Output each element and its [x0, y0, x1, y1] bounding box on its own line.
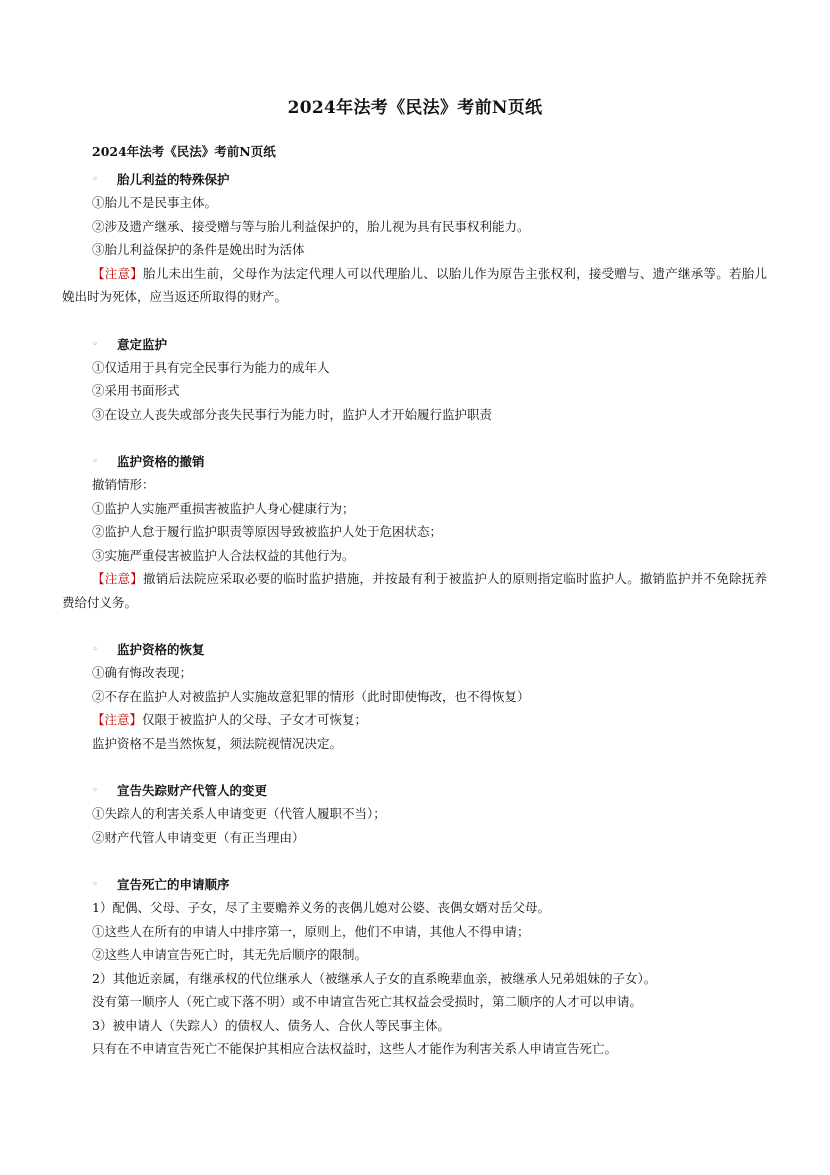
- list-item: 1）配偶、父母、子女，尽了主要赡养义务的丧偶儿媳对公婆、丧偶女婿对岳父母。: [92, 900, 550, 915]
- list-item: ②这些人申请宣告死亡时，其无先后顺序的限制。: [92, 947, 368, 962]
- note-tag: 【注意】: [92, 265, 143, 281]
- bullet-icon: ◦: [92, 644, 98, 655]
- list-item: ②财产代管人申请变更（有正当理由）: [92, 829, 305, 845]
- list-item: ①确有悔改表现；: [92, 665, 193, 680]
- section-death-declaration-order: [62, 873, 767, 1061]
- section-heading-text: 意定监护: [117, 336, 168, 352]
- list-item: ②涉及遗产继承、接受赠与等与胎儿利益保护的，胎儿视为具有民事权利能力。: [92, 218, 530, 234]
- list-item: 3）被申请人（失踪人）的债权人、债务人、合伙人等民事主体。: [92, 1017, 450, 1033]
- note-tag: 【注意】: [92, 571, 143, 586]
- bullet-icon: ◦: [92, 174, 98, 185]
- list-item: ③胎儿利益保护的条件是娩出时为活体: [92, 242, 305, 257]
- note-paragraph: [62, 567, 767, 614]
- list-item: ①这些人在所有的申请人中排序第一，原则上，他们不申请，其他人不得申请；: [92, 923, 530, 939]
- note-tag: 【注意】: [92, 712, 143, 727]
- list-item: ②采用书面形式: [92, 383, 180, 398]
- section-heading-text: 监护资格的恢复: [117, 642, 205, 657]
- list-item: ③实施严重侵害被监护人合法权益的其他行为。: [92, 547, 355, 563]
- section-heading-text: 胎儿利益的特殊保护: [117, 172, 230, 187]
- section-heading: [92, 333, 767, 356]
- list-item: ①仅适用于具有完全民事行为能力的成年人: [92, 359, 330, 375]
- section-heading: [92, 168, 767, 191]
- section-heading: [92, 638, 767, 661]
- list-item: ②不存在监护人对被监护人实施故意犯罪的情形（此时即使悔改，也不得恢复）: [92, 688, 530, 704]
- section-heading-text: 宣告死亡的申请顺序: [117, 877, 230, 892]
- list-item: 只有在不申请宣告死亡不能保护其相应合法权益时，这些人才能作为利害关系人申请宣告死亡。: [92, 1041, 618, 1056]
- note-line: [92, 708, 767, 732]
- list-item: 监护资格不是当然恢复，须法院视情况决定。: [92, 735, 343, 751]
- section-custodian-change: [62, 779, 767, 849]
- list-item: 没有第一顺序人（死亡或下落不明）或不申请宣告死亡其权益会受损时，第二顺序的人才可以申请。: [92, 994, 643, 1009]
- list-item: ③在设立人丧失或部分丧失民事行为能力时，监护人才开始履行监护职责: [92, 406, 493, 422]
- document-body: [62, 142, 767, 1061]
- list-item: 撤销情形：: [92, 477, 155, 492]
- section-guardianship-restoration: [62, 638, 767, 755]
- bullet-icon: ◦: [92, 456, 98, 467]
- note-text: 仅限于被监护人的父母、子女才可恢复；: [142, 712, 368, 727]
- list-item: ②监护人怠于履行监护职责等原因导致被监护人处于危困状态；: [92, 524, 443, 539]
- section-guardianship-revocation: [62, 450, 767, 614]
- page-title: 2024年法考《民法》考前N页纸: [287, 98, 543, 118]
- document-subtitle: 2024年法考《民法》考前N页纸: [92, 144, 276, 159]
- section-heading: [92, 779, 767, 802]
- list-item: ①监护人实施严重损害被监护人身心健康行为；: [92, 500, 355, 516]
- list-item: 2）其他近亲属，有继承权的代位继承人（被继承人子女的直系晚辈血亲，被继承人兄弟姐妹的子女）。: [92, 970, 657, 986]
- list-item: ①胎儿不是民事主体。: [92, 195, 218, 210]
- section-voluntary-guardianship: [62, 333, 767, 427]
- bullet-icon: ◦: [92, 879, 98, 890]
- bullet-icon: ◦: [92, 785, 98, 796]
- section-heading: [92, 450, 767, 473]
- bullet-icon: ◦: [92, 338, 98, 350]
- note-paragraph: [62, 262, 767, 309]
- section-heading-text: 监护资格的撤销: [117, 454, 205, 469]
- note-text: 胎儿未出生前，父母作为法定代理人可以代理胎儿、以胎儿作为原告主张权利，接受赠与、遗产继承等。若胎儿娩出时为死体，应当返还所取得的财产。: [62, 265, 767, 304]
- section-heading-text: 宣告失踪财产代管人的变更: [117, 783, 268, 798]
- note-text: 撤销后法院应采取必要的临时监护措施，并按最有利于被监护人的原则指定临时监护人。撤销监护并不免除抚养费给付义务。: [62, 571, 767, 610]
- section-fetal-interest: [62, 168, 767, 309]
- section-heading: [92, 873, 767, 896]
- list-item: ①失踪人的利害关系人申请变更（代管人履职不当）；: [92, 806, 386, 821]
